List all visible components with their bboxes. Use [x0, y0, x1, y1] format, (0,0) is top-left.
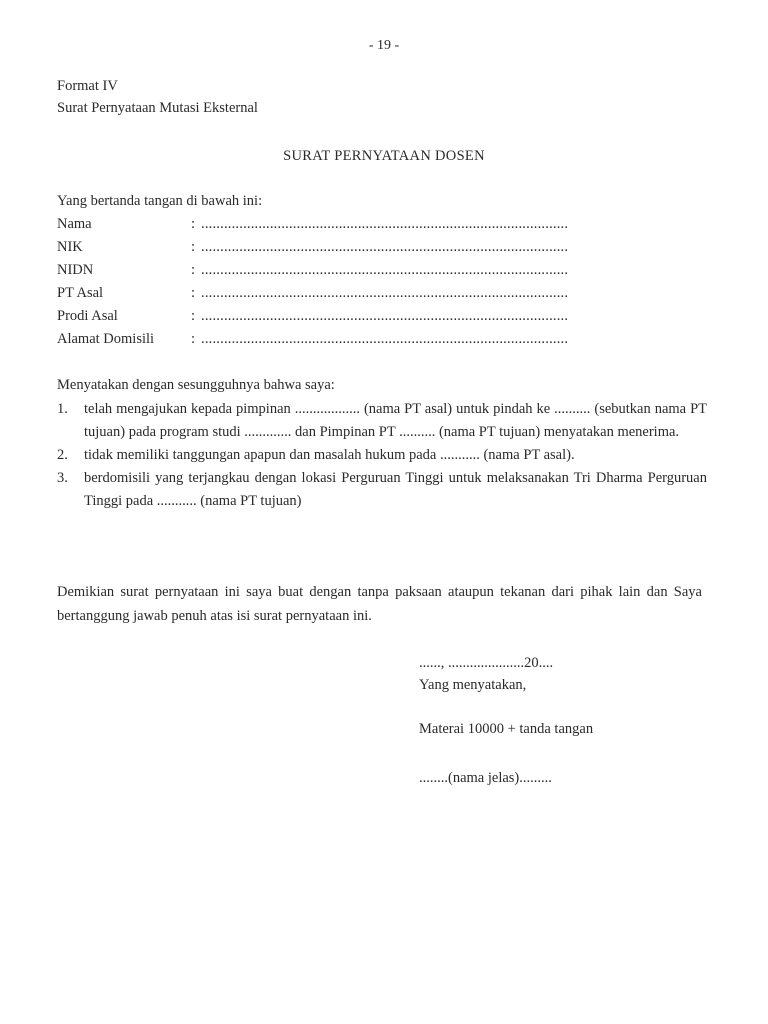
list-text: telah mengajukan kepada pimpinan .................. (nama PT asal) untuk pindah ke .......... (sebutkan nama PT tujuan) pada program studi ............. dan Pimpinan PT .......... (nama PT tujuan) menyatakan menerima. — [84, 401, 707, 440]
signature-name: ........(nama jelas)......... — [419, 770, 552, 786]
format-subtitle: Surat Pernyataan Mutasi Eksternal — [57, 100, 258, 116]
signature-materai: Materai 10000 + tanda tangan — [419, 721, 594, 737]
field-blank: ................................................................................................ — [201, 262, 569, 278]
field-blank: ................................................................................................ — [201, 331, 569, 347]
field-blank: ................................................................................................ — [201, 216, 569, 232]
statement-intro: Menyatakan dengan sesungguhnya bahwa saya: — [57, 377, 335, 393]
list-number: 1. — [57, 401, 68, 417]
page-number: - 19 - — [368, 38, 400, 53]
list-item — [57, 467, 707, 513]
field-row-nidn — [57, 262, 657, 284]
field-colon: : — [191, 308, 196, 324]
signature-place-date: ......, .....................20.... — [419, 655, 554, 671]
field-row-pt-asal — [57, 285, 657, 307]
format-label: Format IV — [57, 78, 118, 94]
field-label: Prodi Asal — [57, 308, 118, 324]
field-colon: : — [191, 216, 196, 232]
list-number: 2. — [57, 447, 68, 463]
field-label: Nama — [57, 216, 92, 232]
closing-paragraph: Demikian surat pernyataan ini saya buat dengan tanpa paksaan ataupun tekanan dari pihak lain dan Saya bertanggung jawab penuh atas isi surat pernyataan ini. — [57, 584, 702, 624]
field-blank: ................................................................................................ — [201, 239, 569, 255]
list-number: 3. — [57, 470, 68, 486]
signature-stated-by: Yang menyatakan, — [419, 677, 527, 693]
intro-text: Yang bertanda tangan di bawah ini: — [57, 193, 263, 209]
field-row-nik — [57, 239, 657, 261]
field-blank: ................................................................................................ — [201, 308, 569, 324]
list-item — [57, 444, 707, 467]
field-colon: : — [191, 262, 196, 278]
list-text: tidak memiliki tanggungan apapun dan masalah hukum pada ........... (nama PT asal). — [84, 447, 575, 463]
field-label: Alamat Domisili — [57, 331, 155, 347]
field-row-alamat-domisili — [57, 331, 657, 353]
field-label: NIK — [57, 239, 83, 255]
statement-list — [57, 398, 707, 513]
field-blank: ................................................................................................ — [201, 285, 569, 301]
list-text: berdomisili yang terjangkau dengan lokasi Perguruan Tinggi untuk melaksanakan Tri Dharma Perguruan Tinggi pada ........... (nama PT tujuan) — [84, 470, 707, 509]
document-title: SURAT PERNYATAAN DOSEN — [283, 148, 485, 164]
field-row-prodi-asal — [57, 308, 657, 330]
field-colon: : — [191, 285, 196, 301]
field-colon: : — [191, 331, 196, 347]
field-label: NIDN — [57, 262, 94, 278]
field-row-nama — [57, 216, 657, 238]
field-colon: : — [191, 239, 196, 255]
field-label: PT Asal — [57, 285, 104, 301]
list-item — [57, 398, 707, 444]
